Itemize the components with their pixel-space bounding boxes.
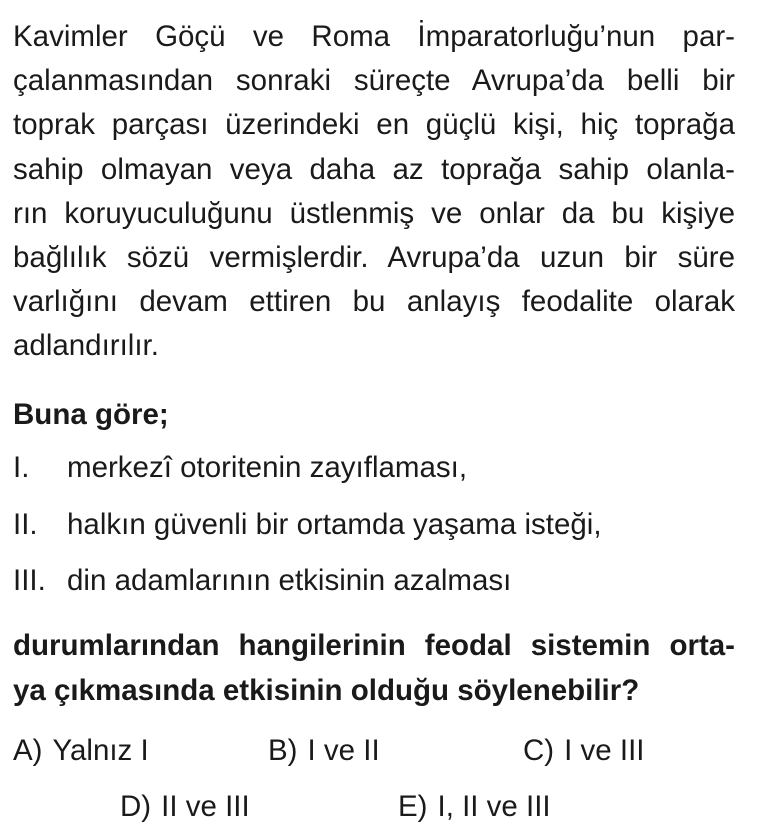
option-letter: B) bbox=[268, 734, 298, 767]
statement-item-1 bbox=[13, 448, 753, 505]
passage-line: Kavimler Göçü ve Roma İmparatorluğu’nun par- bbox=[13, 20, 735, 53]
statement-text: halkın güvenli bir ortamda yaşama isteği, bbox=[67, 507, 602, 541]
statement-list bbox=[13, 448, 753, 618]
passage-line: adlandırılır. bbox=[13, 329, 159, 363]
option-text: I, II ve III bbox=[437, 790, 551, 823]
option-text: Yalnız I bbox=[52, 734, 149, 767]
option-letter: D) bbox=[120, 790, 152, 823]
statement-text: merkezî otoritenin zayıflaması, bbox=[67, 451, 468, 484]
passage-line: rın koruyuculuğunu üstlenmiş ve onlar da bu kişiye bbox=[13, 196, 735, 230]
question-line: ya çıkmasında etkisinin olduğu söylenebilir? bbox=[13, 674, 640, 707]
passage-line: sahip olmayan veya daha az toprağa sahip olanla- bbox=[13, 152, 735, 186]
passage-line: bağlılık sözü vermişlerdir. Avrupa’da uzun bir süre bbox=[13, 241, 735, 275]
question-stem bbox=[13, 623, 735, 713]
option-d[interactable] bbox=[120, 787, 250, 827]
question-line: durumlarından hangilerinin feodal sistemin orta- bbox=[13, 629, 735, 662]
statement-text: din adamlarının etkisinin azalması bbox=[67, 564, 512, 597]
statement-number: I. bbox=[13, 451, 30, 484]
passage-line: toprak parçası üzerindeki en güçlü kişi, hiç toprağa bbox=[13, 108, 735, 142]
option-letter: C) bbox=[523, 734, 555, 767]
option-text: I ve III bbox=[564, 734, 645, 767]
option-text: II ve III bbox=[161, 790, 250, 823]
option-e[interactable] bbox=[398, 787, 551, 827]
statement-item-2 bbox=[13, 505, 753, 562]
option-letter: A) bbox=[13, 734, 43, 767]
option-a[interactable] bbox=[13, 731, 149, 771]
option-text: I ve II bbox=[307, 734, 380, 767]
option-c[interactable] bbox=[523, 731, 644, 771]
option-letter: E) bbox=[398, 790, 428, 823]
option-b[interactable] bbox=[268, 731, 380, 771]
passage-paragraph bbox=[13, 15, 735, 369]
statement-number: III. bbox=[13, 564, 46, 597]
passage-line: çalanmasından sonraki süreçte Avrupa’da belli bir bbox=[13, 64, 735, 98]
passage-line: varlığını devam ettiren bu anlayış feodalite olarak bbox=[13, 285, 735, 319]
question-lead: Buna göre; bbox=[13, 398, 169, 431]
statement-number: II. bbox=[13, 507, 38, 541]
statement-item-3 bbox=[13, 561, 753, 618]
